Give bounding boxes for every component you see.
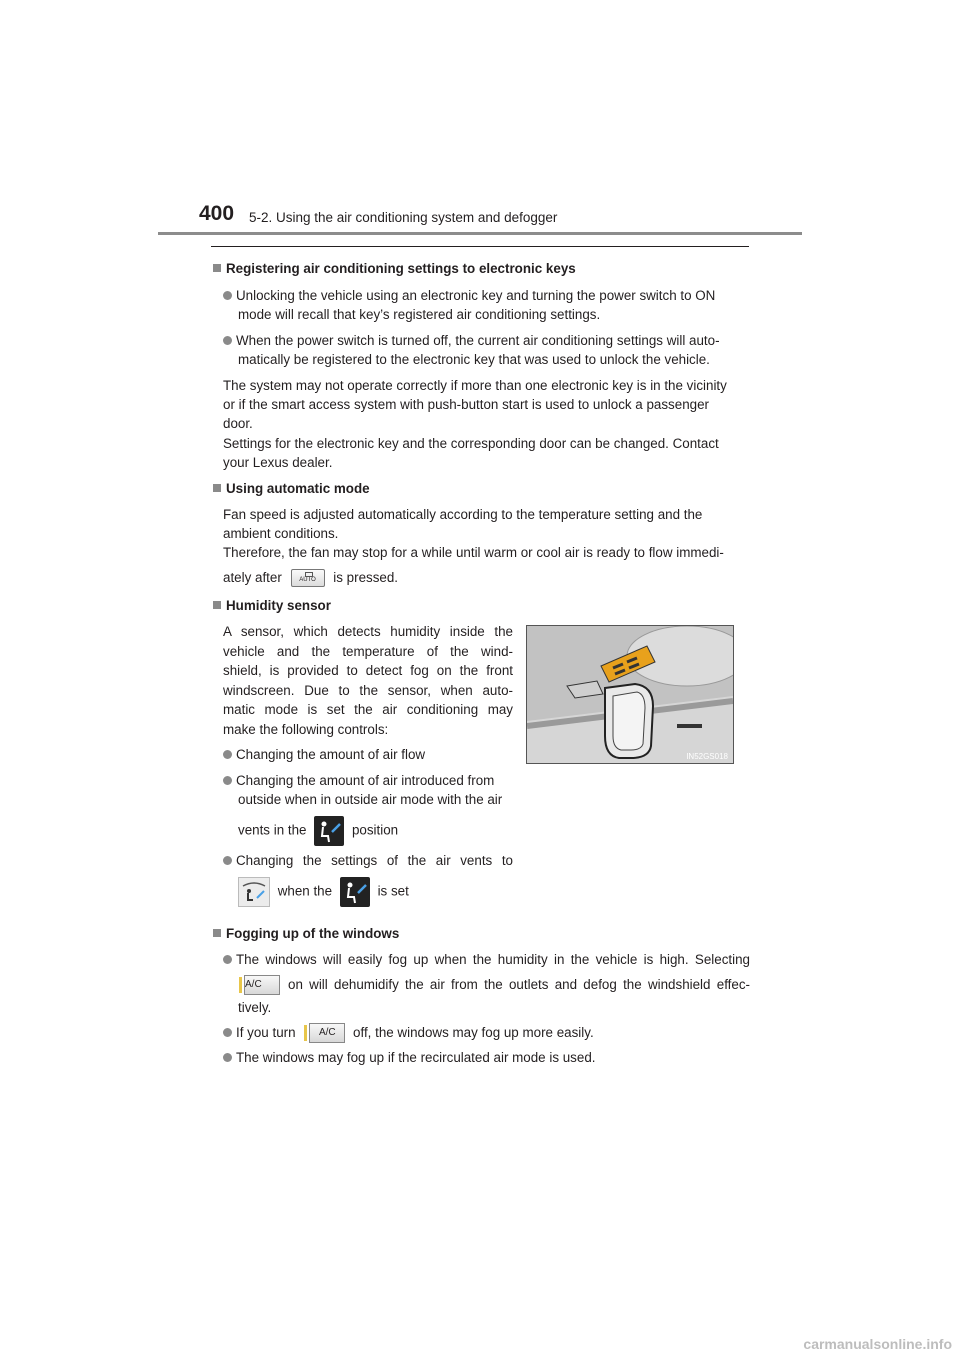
fogging-bullet-3: The windows may fog up if the recirculated air mode is used. [223, 1048, 596, 1068]
ac-button-icon: A/C [244, 975, 280, 995]
face-vent-icon [314, 816, 344, 846]
round-bullet-icon [223, 776, 232, 785]
registering-bullet-2-cont: matically be registered to the electronic key that was used to unlock the vehicle. [238, 352, 710, 367]
square-bullet-icon [213, 601, 221, 609]
humidity-bullet-1: Changing the amount of air flow [223, 745, 425, 765]
humidity-heading: Humidity sensor [213, 596, 331, 616]
automatic-line-with-icon [223, 568, 398, 588]
round-bullet-icon [223, 291, 232, 300]
vents-text-b: position [351, 822, 399, 838]
watermark: carmanualsonline.info [803, 1336, 952, 1352]
fogging-bullet-1: The windows will easily fog up when the humidity in the vehicle is high. Selecting [223, 950, 750, 970]
automatic-line: Fan speed is adjusted automatically according to the temperature setting and the [223, 507, 703, 522]
automatic-line: Therefore, the fan may stop for a while until warm or cool air is ready to flow immedi- [223, 545, 724, 560]
settings-text-b: is set [377, 883, 409, 899]
humidity-line: A sensor, which detects humidity inside the [223, 624, 513, 639]
humidity-para [223, 622, 513, 739]
round-bullet-icon [223, 1053, 232, 1062]
fogging-bullet-1-cont: tively. [238, 1000, 272, 1015]
fogging-text-b: off, the windows may fog up more easily. [353, 1025, 594, 1040]
round-bullet-icon [223, 336, 232, 345]
registering-bullet-1: Unlocking the vehicle using an electronic key and turning the power switch to ON [223, 286, 715, 306]
fogging-bullet-2 [223, 1023, 594, 1043]
automatic-text-a: ately after [223, 570, 282, 585]
registering-para-line: Settings for the electronic key and the corresponding door can be changed. Contact [223, 436, 719, 451]
automatic-text-b: is pressed. [333, 570, 399, 585]
registering-bullet-2: When the power switch is turned off, the current air conditioning settings will auto- [223, 331, 720, 351]
square-bullet-icon [213, 929, 221, 937]
registering-para-line: door. [223, 416, 253, 431]
settings-text-a: when the [277, 883, 333, 899]
fogging-bullet-1-icon-line [244, 975, 750, 995]
section-rule [211, 246, 749, 247]
fogging-text-a: If you turn [236, 1025, 296, 1040]
registering-bullet-1-cont: mode will recall that key’s registered air conditioning settings. [238, 307, 601, 322]
round-bullet-icon [223, 1028, 232, 1037]
auto-button-icon: AUTO [291, 569, 325, 587]
section-title: 5-2. Using the air conditioning system and defogger [249, 210, 558, 225]
automatic-line: ambient conditions. [223, 526, 339, 541]
humidity-bullet-2: Changing the amount of air introduced from [223, 771, 494, 791]
face-vent-icon [340, 877, 370, 907]
humidity-line: shield, is provided to detect fog on the front [223, 663, 513, 678]
humidity-bullet-3-icon-line [238, 877, 409, 907]
humidity-bullet-3: Changing the settings of the air vents to [223, 851, 513, 871]
round-bullet-icon [223, 955, 232, 964]
registering-para-line: The system may not operate correctly if more than one electronic key is in the vicinity [223, 378, 727, 393]
fogging-heading: Fogging up of the windows [213, 924, 399, 944]
registering-para-line: or if the smart access system with push-button start is used to unlock a passenger [223, 397, 710, 412]
humidity-line: matic mode is set the air conditioning may [223, 702, 513, 717]
registering-heading: Registering air conditioning settings to electronic keys [213, 259, 576, 279]
round-bullet-icon [223, 856, 232, 865]
figure-code: IN52GS018 [686, 752, 728, 761]
fogging-text: on will dehumidify the air from the outlets and defog the windshield effec- [288, 977, 750, 992]
humidity-line: make the following controls: [223, 721, 389, 737]
header-rule [158, 232, 802, 235]
humidity-bullet-2-cont: outside when in outside air mode with the air [238, 792, 503, 807]
humidity-line: windscreen. Due to the sensor, when auto- [223, 682, 513, 698]
round-bullet-icon [223, 750, 232, 759]
ac-button-icon: A/C [309, 1023, 345, 1043]
vents-text-a: vents in the [238, 822, 307, 838]
square-bullet-icon [213, 484, 221, 492]
registering-para-line: your Lexus dealer. [223, 455, 333, 470]
square-bullet-icon [213, 264, 221, 272]
page-number: 400 [199, 202, 235, 225]
automatic-heading: Using automatic mode [213, 479, 370, 499]
humidity-bullet-2-icon-line [238, 816, 398, 846]
windshield-defrost-vent-icon [238, 877, 270, 907]
humidity-sensor-photo [526, 625, 734, 764]
humidity-line: vehicle and the temperature of the wind- [223, 643, 513, 659]
